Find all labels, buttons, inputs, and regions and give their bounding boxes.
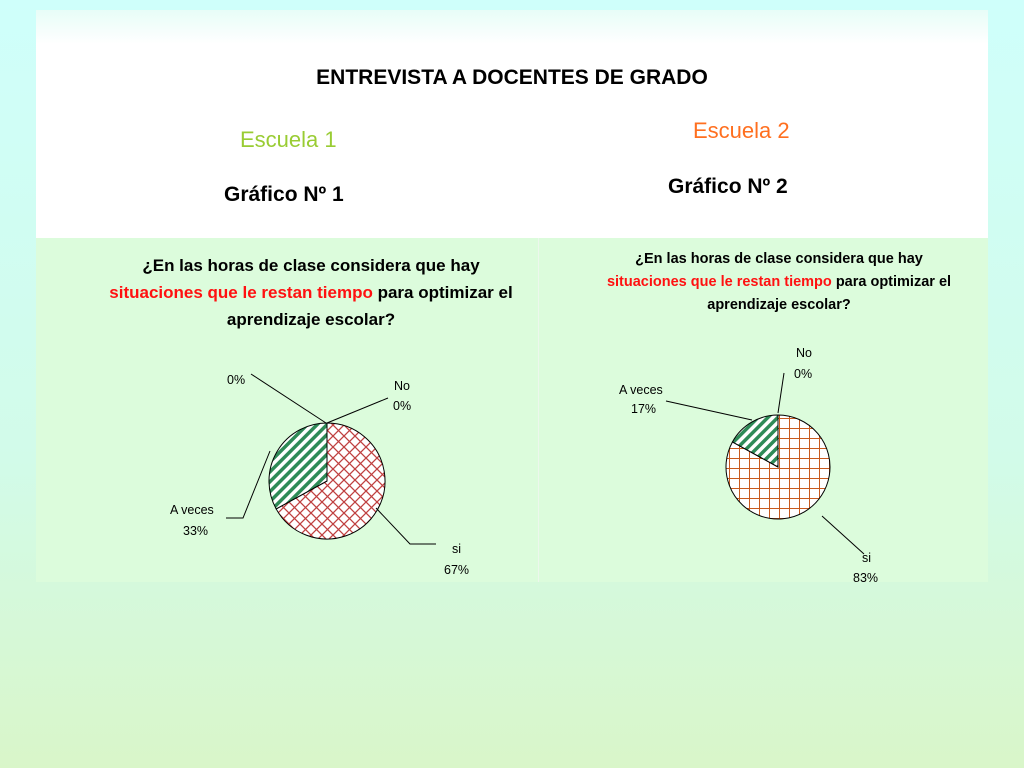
chart-1-aveces-pct: 33% [183, 524, 209, 538]
chart-1-leader-line [251, 374, 326, 423]
chart-2-leader-line [666, 401, 752, 420]
chart-1-leader-line [376, 508, 436, 544]
chart-1-title-part1: ¿En las horas de clase considera que hay [142, 256, 480, 275]
chart-2-no-name: No [796, 346, 812, 360]
chart-2-leader-line [778, 373, 784, 413]
chart-2-leader-line [822, 516, 864, 554]
chart-1-leader-line [226, 451, 270, 518]
slide-header [36, 10, 988, 238]
chart-1-si-pct: 67% [444, 563, 470, 577]
chart-2-no-pct: 0% [794, 367, 813, 381]
chart-1-leader-line [327, 398, 388, 423]
chart-1-panel [36, 238, 539, 582]
page-title: ENTREVISTA A DOCENTES DE GRADO [316, 66, 708, 89]
chart-1-aveces-name: A veces [170, 503, 214, 517]
chart-2-si-pct: 83% [853, 571, 879, 585]
chart-2-pie [539, 238, 988, 585]
chart-1-no-name: No [394, 379, 410, 393]
chart-2-aveces-pct: 17% [631, 402, 657, 416]
chart-2-title-part1: ¿En las horas de clase considera que hay [635, 251, 923, 267]
chart-2-title-highlight: situaciones que le restan tiempo [606, 274, 832, 290]
chart-2-si-name: si [862, 551, 872, 565]
chart-1-no-pct: 0% [393, 399, 412, 413]
chart-2-panel [539, 238, 988, 585]
graph-2-label: Gráfico Nº 2 [668, 175, 788, 198]
chart-1-pie [36, 238, 538, 582]
chart-2-title-part3: para optimizar el aprendizaje escolar? [707, 274, 952, 313]
graph-1-label: Gráfico Nº 1 [224, 183, 344, 206]
school-2-label: Escuela 2 [693, 118, 790, 143]
chart-1-si-name: si [452, 542, 462, 556]
chart-2-aveces-name: A veces [619, 383, 663, 397]
school-1-label: Escuela 1 [240, 127, 337, 152]
chart-1-blank-pct: 0% [227, 373, 246, 387]
chart-1-title-highlight: situaciones que le restan tiempo [109, 283, 373, 302]
chart-1-title-part3: para optimizar el aprendizaje escolar? [226, 283, 513, 329]
